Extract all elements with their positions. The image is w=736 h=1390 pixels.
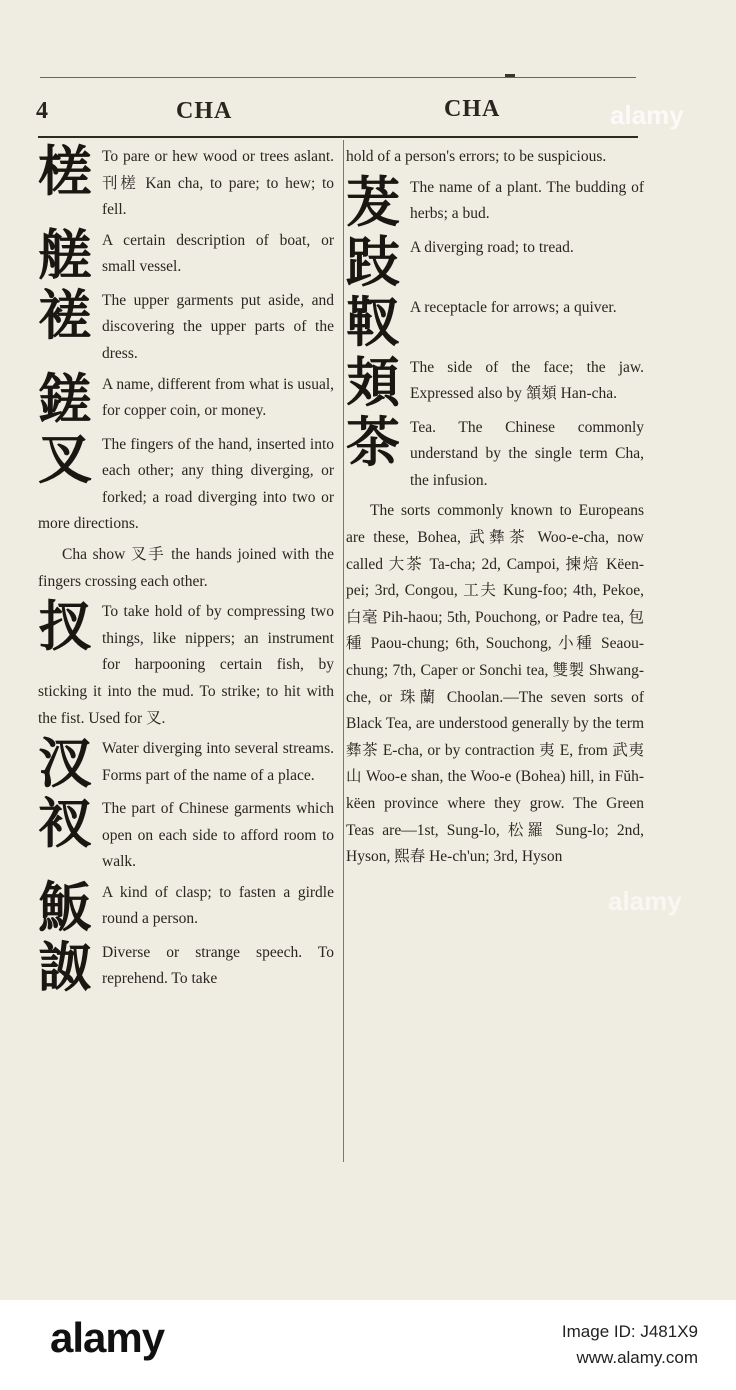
stock-footer — [0, 1300, 736, 1390]
top-rule — [40, 77, 636, 78]
entry-character: 跂 — [346, 230, 400, 294]
entry-character: 茇 — [346, 170, 400, 234]
dictionary-entry — [38, 140, 334, 224]
entry-character: 頍 — [346, 350, 400, 414]
entry-definition: A diverging road; to tread. — [410, 238, 574, 256]
watermark: alamy — [608, 886, 682, 916]
entry-character: 衩 — [38, 792, 92, 856]
alamy-logo[interactable]: alamy — [50, 1314, 165, 1361]
entry-character: 靫 — [346, 290, 400, 354]
entry-definition: The part of Chinese garments which open on each side to afford room to walk. — [102, 800, 334, 871]
top-rule-mark — [505, 74, 515, 77]
right-column — [346, 144, 644, 875]
entry-definition: A certain description of boat, or small vessel. — [102, 231, 334, 276]
dictionary-entry — [38, 732, 334, 796]
entry-definition: Tea. The Chinese commonly understand by the single term Cha, the infusion. — [410, 418, 644, 489]
dictionary-entry — [38, 595, 334, 732]
website-link[interactable]: www.alamy.com — [576, 1348, 698, 1367]
entry-definition: A kind of clasp; to fasten a girdle round a person. — [102, 883, 334, 928]
entry-definition: To take hold of by compressing two things, like nippers; an instrument for harpooning certain fish, by sticking it into the mud. To strike; to hit with the fist. Used for 叉. — [38, 603, 334, 727]
entry-definition: Diverse or strange speech. To reprehend. To take — [102, 943, 334, 988]
dictionary-entry — [38, 875, 334, 939]
entry-character: 叉 — [38, 427, 92, 491]
entry-spacer — [346, 871, 644, 875]
entry-character: 詉 — [38, 935, 92, 999]
entry-character: 魬 — [38, 875, 92, 939]
left-header-title: CHA — [176, 98, 233, 124]
header-rule — [38, 136, 638, 138]
entry-character: 艖 — [38, 223, 92, 287]
entry-character: 鎈 — [38, 367, 92, 431]
dictionary-entry — [346, 410, 644, 495]
entry-character: 槎 — [38, 140, 92, 203]
dictionary-entry — [38, 283, 334, 368]
entry-definition: The side of the face; the jaw. Expressed also by 頷頍 Han-cha. — [410, 358, 644, 403]
column-divider — [343, 140, 344, 1162]
entry-definition: The upper garments put aside, and discovering the upper parts of the dress. — [102, 291, 334, 362]
dictionary-entry — [38, 792, 334, 876]
page-number: 4 — [36, 98, 49, 124]
entry-definition: hold of a person's errors; to be suspicious. — [346, 148, 607, 165]
dictionary-entry — [346, 290, 644, 354]
dictionary-entry — [38, 223, 334, 287]
dictionary-entry — [346, 230, 644, 294]
dictionary-entry — [346, 498, 644, 870]
entry-definition: A receptacle for arrows; a quiver. — [410, 298, 617, 316]
left-column — [38, 140, 334, 1000]
entry-definition: Cha show 叉手 the hands joined with the fingers crossing each other. — [38, 545, 334, 590]
dictionary-entry — [346, 350, 644, 414]
dictionary-entry — [38, 427, 334, 538]
entry-definition: Water diverging into several streams. Forms part of the name of a place. — [102, 740, 334, 784]
entry-character: 汊 — [38, 732, 92, 796]
entry-definition: The sorts commonly known to Europeans are these, Bohea, 武彝茶 Woo-e-cha, now called 大茶 Ta-cha; 2d, Campoi, 揀焙 Këen-pei; 3rd, Congou, 工夫 Kung-foo; 4th, Pekoe, 白毫 Pih-haou; 5th, Pouchong, or Padre tea, 包種 Paou-chung; 6th, Souchong, 小種 Seaou-chung; 7th, Caper or Sonchi tea, 雙製 Shwang-che, or 珠蘭 Choolan.—The seven sorts of Black Tea, are understood generally by the term 彝茶 E-cha, or by contraction 夷 E, from 武夷山 Woo-e shan, the Woo-e (Bohea) hill, in Fŭh-këen province where they grow. The Green Teas are—1st, Sung-lo, 松羅 Sung-lo; 2nd, Hyson, 熙春 He-ch'un; 3rd, Hyson — [346, 502, 644, 866]
entry-definition: The fingers of the hand, inserted into each other; any thing diverging, or forked; a road diverging into two or more directions. — [38, 435, 334, 533]
entry-definition: The name of a plant. The budding of herbs; a bud. — [410, 178, 644, 223]
entry-character: 褨 — [38, 283, 92, 347]
entry-definition: To pare or hew wood or trees aslant. 刊槎 Kan cha, to pare; to hew; to fell. — [102, 148, 334, 219]
image-id-label: Image ID: J481X9 — [561, 1322, 698, 1341]
watermark: alamy — [610, 100, 684, 130]
entry-character: 扠 — [38, 595, 92, 659]
dictionary-entry — [346, 144, 644, 171]
dictionary-entry — [38, 542, 334, 595]
right-header-title: CHA — [444, 96, 501, 122]
dictionary-entry — [38, 367, 334, 431]
dictionary-entry — [346, 170, 644, 234]
entry-definition: A name, different from what is usual, for copper coin, or money. — [102, 375, 334, 420]
dictionary-entry — [38, 935, 334, 999]
entry-character: 茶 — [346, 410, 400, 474]
